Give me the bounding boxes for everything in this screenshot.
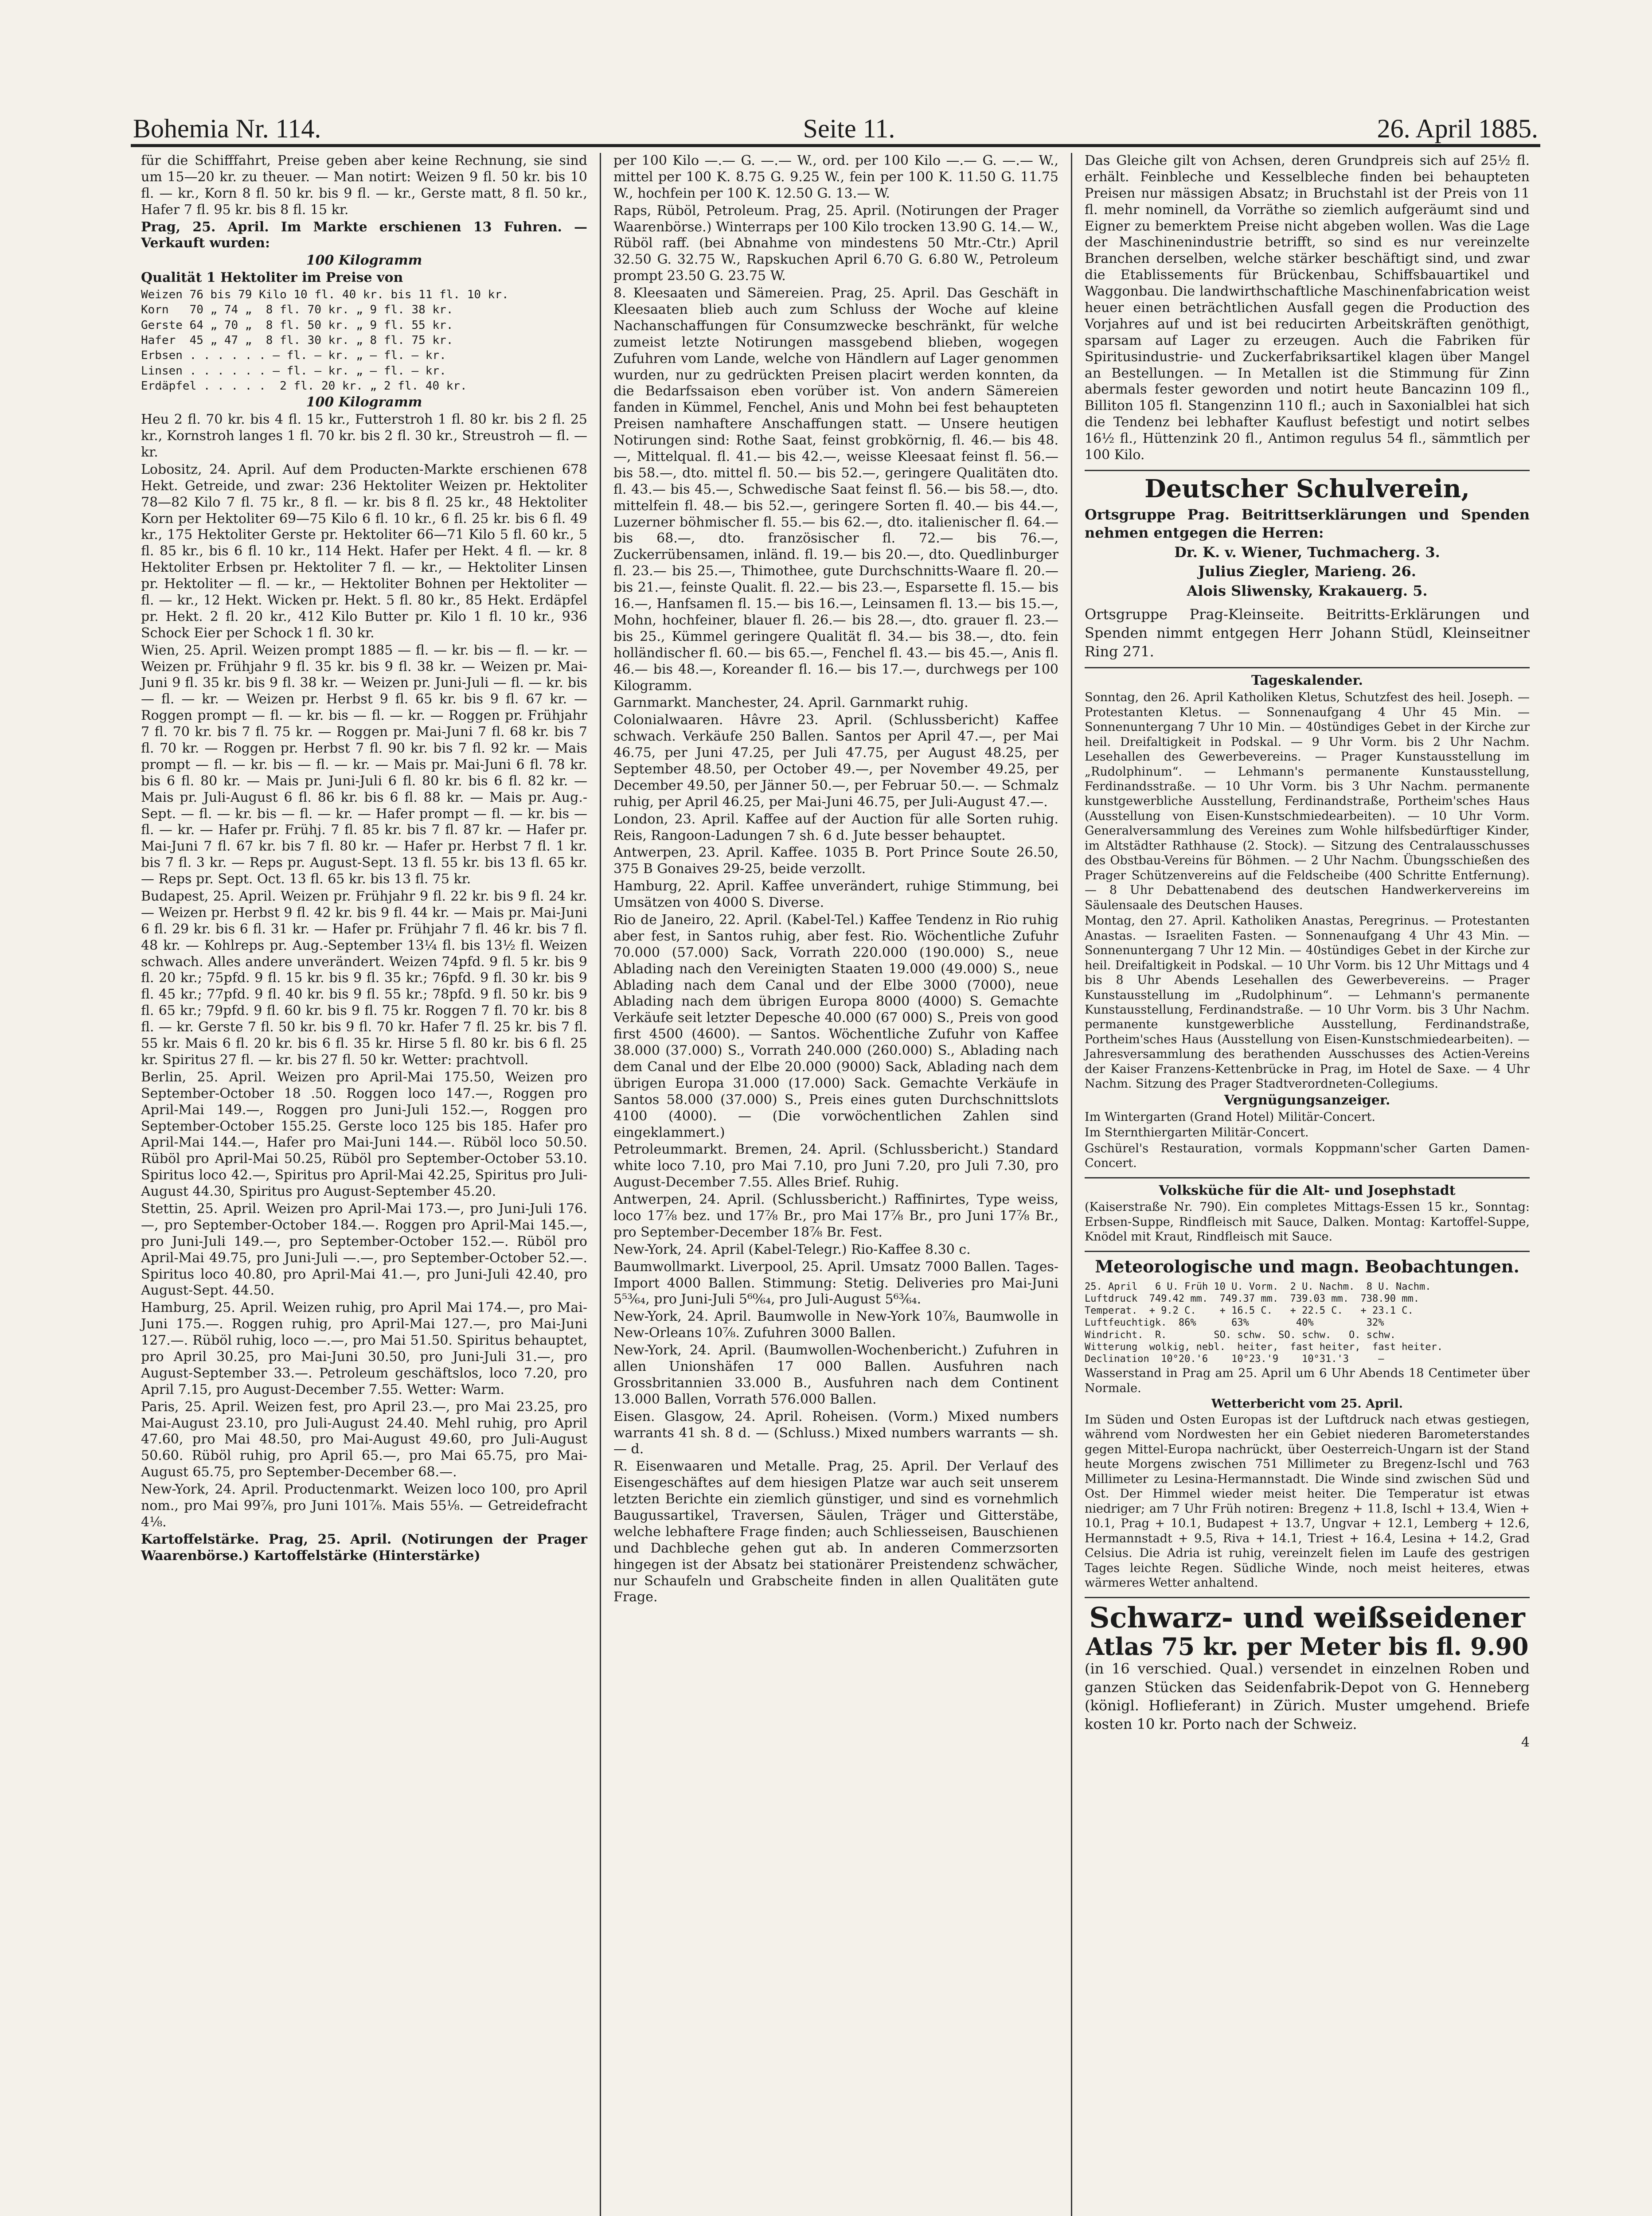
col2-para-6: Antwerpen, 23. April. Kaffee. 1035 B. Port Prince Soute 26.50, 375 B Gonaives 29-25, beide verzollt. [613, 845, 1058, 877]
col1-para-3: Qualität 1 Hektoliter im Preise von [141, 270, 403, 286]
columns [129, 153, 1543, 2216]
volkskueche-title: Volksküche für die Alt- und Josephstadt [1159, 1182, 1456, 1198]
vergnuegungs-1: Im Wintergarten (Grand Hotel) Militär-Concert. [1085, 1110, 1375, 1124]
schulverein-line5: Ortsgruppe Prag-Kleinseite. Beitritts-Erklärungen und Spenden nimmt entgegen Herr Johann Stüdl, Kleinseitner Ring 271. [1085, 606, 1530, 660]
col1-price-table: Weizen 76 bis 79 Kilo 10 fl. 40 kr. bis 11 fl. 10 kr. Korn 70 „ 74 „ 8 fl. 70 kr. „ 9 fl. 38 kr. Gerste 64 „ 70 „ 8 fl. 50 kr. „ 9 fl. 55 kr. Hafer 45 „ 47 „ 8 fl. 30 kr. „ 8 fl. 75 kr. Erbsen . . . . . . — fl. — kr. „ — fl. — kr. Linsen . . . . . . — fl. — kr. „ — fl. — kr. Erdäpfel . . . . . 2 fl. 20 kr. „ 2 fl. 40 kr. [141, 288, 509, 393]
col2-para-8: Rio de Janeiro, 22. April. (Kabel-Tel.) Kaffee Tendenz in Rio ruhig aber fest, in Santos ruhig, aber fest. Rio. Wöchentliche Zufuhr 70.000 (57.000) Sack, Vorrath 220.000 (190.000) S., neue Ablading nach den Vereinigten Staaten 19.000 (49.000) S., neue Ablading nach dem Canal und der Elbe 3000 (7000), neue Ablading nach dem übrigen Europa 8000 (4000) S. Gemachte Verkäufe seit letzter Depesche 40.000 (67 000) S., Preis von good first 4500 (4600). — Santos. Wöchentliche Zufuhr von Kaffee 38.000 (37.000) S., Vorrath 240.000 (260.000) S., Ablading nach dem Canal und der Elbe 20.000 (9000) Sack, Ablading nach dem übrigen Europa 31.000 (17.000) Sack. Gemachte Verkäufe in Santos 58.000 (37.000) S., Preis eines guten Durchschnittslots 4100 (4000). — (Die vorwöchentlichen Zahlen sind eingeklammert.) [613, 912, 1058, 1140]
schulverein-line3: Julius Ziegler, Marieng. 26. [1198, 563, 1416, 580]
separator [1085, 1597, 1530, 1598]
col1-para-9: Budapest, 25. April. Weizen pr. Frühjahr 9 fl. 22 kr. bis 9 fl. 24 kr. — Weizen pr. Herbst 9 fl. 42 kr. bis 9 fl. 44 kr. — Mais pr. Mai-Juni 6 fl. 29 kr. bis 6 fl. 31 kr. — Hafer pr. Frühjahr 7 fl. 46 kr. bis 7 fl. 48 kr. — Kohlreps pr. Aug.-September 13¼ fl. bis 13½ fl. Weizen schwach. Alles andere unverändert. Weizen 74pfd. 9 fl. 5 kr. bis 9 fl. 20 kr.; 75pfd. 9 fl. 15 kr. bis 9 fl. 35 kr.; 76pfd. 9 fl. 30 kr. bis 9 fl. 45 kr.; 77pfd. 9 fl. 40 kr. bis 9 fl. 55 kr.; 78pfd. 9 fl. 50 kr. bis 9 fl. 65 kr.; 79pfd. 9 fl. 60 kr. bis 9 fl. 75 kr. Roggen 7 fl. 70 kr. bis 8 fl. — kr. Gerste 7 fl. 50 kr. bis 9 fl. 70 kr. Hafer 7 fl. 25 kr. bis 7 fl. 55 kr. Mais 6 fl. 20 kr. bis 6 fl. 35 kr. Hirse 5 fl. 80 kr. bis 6 fl. 25 kr. Spiritus 27 fl. — kr. bis 27 fl. 50 kr. Wetter: prachtvoll. [141, 889, 587, 1068]
col1-para-0: für die Schifffahrt, Preise geben aber keine Rechnung, sie sind um 15—20 kr. zu theuer. — Man notirt: Weizen 9 fl. 50 kr. bis 10 fl. — kr., Korn 8 fl. 50 kr. bis 9 fl. — kr., Gerste matt, 8 fl. 50 kr., Hafer 7 fl. 95 kr. bis 8 fl. 15 kr. [141, 153, 587, 218]
vergnuegungs-3: Gschürel's Restauration, vormals Koppmann'scher Garten Damen-Concert. [1085, 1141, 1530, 1170]
col1-para-12: Hamburg, 25. April. Weizen ruhig, pro April Mai 174.—, pro Mai-Juni 175.—. Roggen ruhig, pro April-Mai 127.—, pro Mai-Juni 127.—. Rüböl ruhig, loco —.—, pro Mai 51.50. Spiritus behauptet, pro April 30.25, pro Mai-Juni 30.50, pro Juni-Juli 31.—, pro August-September 33.—. Petroleum geschäftslos, loco 7.20, pro April 7.15, pro August-December 7.55. Wetter: Warm. [141, 1300, 587, 1397]
col2-para-1: Raps, Rüböl, Petroleum. Prag, 25. April. (Notirungen der Prager Waarenbörse.) Winterraps per 100 Kilo trocken 13.90 G. 14.— W., Rüböl raff. (bei Abnahme von mindestens 50 Mtr.-Ctr.) April 32.50 G. 32.75 W., Rapskuchen April 6.70 G. 6.80 W., Petroleum prompt 23.50 G. 23.75 W. [613, 203, 1058, 284]
ad-number: 4 [1521, 1734, 1530, 1750]
ad-headline-2: Atlas 75 kr. per Meter bis fl. 9.90 [1086, 1632, 1529, 1661]
col2-para-15: Eisen. Glasgow, 24. April. Roheisen. (Vorm.) Mixed numbers warrants 41 sh. 8 d. — (Schluss.) Mixed numbers warrants — sh. — d. [613, 1408, 1058, 1457]
col2-para-13: New-York, 24. April. Baumwolle in New-York 10⅞, Baumwolle in New-Orleans 10⅞. Zufuhren 3000 Ballen. [613, 1309, 1058, 1341]
col1-para-1: Prag, 25. April. Im Markte erschienen 13 Fuhren. — Verkauft wurden: [141, 219, 587, 251]
vergnuegungs-2: Im Sternthiergarten Militär-Concert. [1085, 1126, 1309, 1140]
col2-para-16: R. Eisenwaaren und Metalle. Prag, 25. April. Der Verlauf des Eisengeschäftes auf dem hiesigen Platze war auch seit unserem letzten Berichte ein ziemlich günstiger, und sind es vornehmlich Baugussartikel, Traversen, Säulen, Träger und Gitterstäbe, welche lebhaftere Frage finden; auch Schliesseisen, Bauschienen und Dachbleche gehen gut ab. In anderen Commerzsorten hingegen ist der Absatz bei stationärer Preistendenz schwächer, nur Schaufeln und Grabscheite finden in allen Qualitäten gute Frage. [613, 1459, 1058, 1605]
col1-para-15: Kartoffelstärke. Prag, 25. April. (Notirungen der Prager Waarenbörse.) Kartoffelstärke (Hinterstärke) [141, 1531, 587, 1564]
meteo-table: 25. April 6 U. Früh 10 U. Vorm. 2 U. Nachm. 8 U. Nachm. Luftdruck 749.42 mm. 749.37 mm. 739.03 mm. 738.90 mm. Temperat. + 9.2 C. + 16.5 C. + 22.5 C. + 23.1 C. Luftfeuchtigk. 86% 63% 40% 32% Windricht. R. SO. schw. SO. schw. O. schw. Witterung wolkig, nebl. heiter, fast heiter, fast heiter. Declination 10°20.'6 10°23.'9 10°31.'3 — [1085, 1281, 1443, 1365]
separator [1085, 470, 1530, 471]
column-2 [600, 153, 1071, 2216]
schulverein-line2: Dr. K. v. Wiener, Tuchmacherg. 3. [1174, 543, 1440, 561]
column-1 [129, 153, 600, 2216]
col1-para-5: 100 Kilogramm [306, 394, 422, 410]
schulverein-line4: Alois Sliwensky, Krakauerg. 5. [1187, 582, 1428, 599]
masthead-date: 26. April 1885. [1377, 114, 1538, 143]
col1-para-11: Stettin, 25. April. Weizen pro April-Mai 173.—, pro Juni-Juli 176.—, pro September-October 184.—. Roggen pro April-Mai 145.—, pro Juni-Juli 149.—, pro September-October 152.—. Rüböl pro April-Mai 49.75, pro Juni-Juli —.—, pro September-October 52.—. Spiritus loco 40.80, pro April-Mai 41.—, pro Juni-Juli 42.40, pro August-Sept. 44.50. [141, 1201, 587, 1299]
kalender-monday: Montag, den 27. April. Katholiken Anastas, Peregrinus. — Protestanten Anastas. — Israeliten Fasten. — Sonnenaufgang 4 Uhr 43 Min. — Sonnenuntergang 7 Uhr 12 Min. — 40stündiges Gebet in der Kirche zur heil. Dreifaltigkeit in Podskal. — 10 Uhr Vorm. bis 12 Uhr Mittags und 4 bis 8 Uhr Abends Lesehallen des Gewerbevereins. — Prager Kunstausstellung im „Rudolphinum“. — Lehmann's permanente Kunstausstellung, Ferdinandstraße. — 10 Uhr Vorm. bis 3 Uhr Nachm. permanente kunstgewerbliche Ausstellung, Ferdinandstraße, Portheim'sches Haus (Ausstellung von Eisen-Kunstschmiedearbeiten). — Jahresversammlung des berathenden Ausschusses des Actien-Vereins der Kaiser Franzens-Kettenbrücke in Prag, im Hotel de Saxe. — 4 Uhr Nachm. Sitzung des Prager Stadtverordneten-Collegiums. [1085, 914, 1530, 1091]
separator [1085, 1177, 1530, 1178]
col2-para-0: per 100 Kilo —.— G. —.— W., ord. per 100 Kilo —.— G. —.— W., mittel per 100 K. 8.75 G. 9.25 W., fein per 100 K. 11.50 G. 11.75 W., hochfein per 100 K. 12.50 G. 13.— W. [613, 153, 1058, 201]
col2-para-14: New-York, 24. April. (Baumwollen-Wochenbericht.) Zufuhren in allen Unionshäfen 17 000 Ballen. Ausfuhren nach Grossbritannien 33.000 B., Ausfuhren nach dem Continent 13.000 Ballen, Vorrath 576.000 Ballen. [613, 1342, 1058, 1407]
col2-para-12: Baumwollmarkt. Liverpool, 25. April. Umsatz 7000 Ballen. Tages-Import 4000 Ballen. Stimmung: Stetig. Deliveries pro Mai-Juni 5⁵³⁄₆₄, pro Juni-Juli 5⁶⁰⁄₆₄, pro Juli-August 5⁶³⁄₆₄. [613, 1259, 1058, 1307]
col2-para-3: Garnmarkt. Manchester, 24. April. Garnmarkt ruhig. [613, 695, 969, 711]
separator [1085, 667, 1530, 668]
masthead [133, 104, 1538, 144]
page-number: Seite 11. [803, 114, 895, 143]
wetterbericht-text: Im Süden und Osten Europas ist der Luftdruck nach etwas gestiegen, während vom Nordwesten her ein Gebiet niederen Barometerstandes gegen Mittel-Europa nachrückt, über Oesterreich-Ungarn ist der Stand heute Morgens zwischen 751 Millimeter zu Bregenz-Ischl und 763 Millimeter zu Lesina-Hermannstadt. Die Winde sind zwischen Süd und Ost. Der Himmel wieder meist heiter. Die Temperatur ist etwas niedriger; am 7 Uhr Früh notiren: Bregenz + 11.8, Ischl + 13.4, Wien + 10.1, Prag + 10.1, Budapest + 13.7, Ungvar + 12.1, Lemberg + 12.6, Hermannstadt + 9.5, Riva + 14.1, Triest + 16.4, Lesina + 14.2, Grad Celsius. Die Adria ist ruhig, vereinzelt fielen im Laufe des gestrigen Tages leichte Regen. Südliche Winde, noch meist heiteres, etwas wärmeres Wetter anhaltend. [1085, 1412, 1530, 1590]
kalender-sunday: Sonntag, den 26. April Katholiken Kletus, Schutzfest des heil. Joseph. — Protestanten Kletus. — Sonnenaufgang 4 Uhr 45 Min. — Sonnenuntergang 7 Uhr 10 Min. — 40stündiges Gebet in der Kirche zur heil. Dreifaltigkeit in Podskal. — 9 Uhr Vorm. bis 2 Uhr Nachm. Lesehallen des Gewerbevereins. — Prager Kunstausstellung im „Rudolphinum“. — Lehmann's permanente Kunstausstellung, Ferdinandsstraße. — 10 Uhr Vorm. bis 3 Uhr Nachm. permanente kunstgewerbliche Ausstellung, Ferdinandstraße, Portheim'sches Haus (Ausstellung von Eisen-Kunstschmiedearbeiten). — 10 Uhr Vorm. Generalversammlung des Vereines zum Wohle hilfsbedürftiger Kinder, im Altstädter Rathhause (2. Stock). — Sitzung des Centralausschusses des Obstbau-Vereins für Böhmen. — 2 Uhr Nachm. Übungsschießen des Prager Schützenvereins auf die Feldscheibe (400 Schritte Entfernung). — 8 Uhr Debattenabend des deutschen Handwerkervereins im Säulensaale des Deutschen Hauses. [1085, 691, 1530, 912]
masthead-rule [131, 144, 1540, 147]
meteo-water: Wasserstand in Prag am 25. April um 6 Uhr Abends 18 Centimeter über Normale. [1085, 1366, 1530, 1395]
meteo-title: Meteorologische und magn. Beobachtungen. [1095, 1256, 1519, 1276]
col1-para-6: Heu 2 fl. 70 kr. bis 4 fl. 15 kr., Futterstroh 1 fl. 80 kr. bis 2 fl. 25 kr., Kornstroh langes 1 fl. 70 kr. bis 2 fl. 30 kr., Streustroh — fl. — kr. [141, 412, 587, 460]
col1-para-14: New-York, 24. April. Productenmarkt. Weizen loco 100, pro April nom., pro Mai 99⅞, pro Juni 101⅞. Mais 55⅛. — Getreidefracht 4⅛. [141, 1482, 587, 1530]
masthead-title: Bohemia Nr. 114. [133, 114, 321, 143]
schulverein-block [1085, 506, 1530, 661]
kalender-title: Tageskalender. [1251, 673, 1363, 689]
col1-para-13: Paris, 25. April. Weizen fest, pro April 23.—, pro Mai 23.25, pro Mai-August 23.10, pro Juli-August 24.40. Mehl ruhig, pro April 47.60, pro Mai 48.50, pro Mai-August 49.60, pro Juli-August 50.60. Rüböl ruhig, pro April 65.—, pro Mai 65.75, pro Mai-August 65.75, pro September-December 68.—. [141, 1399, 587, 1480]
schulverein-line1: Ortsgruppe Prag. Beitrittserklärungen und Spenden nehmen entgegen die Herren: [1085, 506, 1530, 542]
schulverein-title: Deutscher Schulverein, [1144, 474, 1470, 503]
ad-text: (in 16 verschied. Qual.) versendet in einzelnen Roben und ganzen Stücken das Seidenfabrik-Depot von G. Henneberg (königl. Hoflieferant) in Zürich. Muster umgehend. Briefe kosten 10 kr. Porto nach der Schweiz. [1085, 1660, 1530, 1733]
col3-top-para: Das Gleiche gilt von Achsen, deren Grundpreis sich auf 25½ fl. erhält. Feinbleche und Kesselbleche finden bei behaupteten Preisen nur mässigen Absatz; in Bruchstahl ist der Preis von 11 fl. mehr nominell, da Vorräthe so ziemlich aufgeräumt sind und Eigner zu bemerktem Preise nicht abgeben wollen. Was die Lage der Maschinenindustrie betrifft, so sind es nur vereinzelte Branchen derselben, welche stärker beschäftigt sind, und zwar die Etablissements für Brückenbau, Schiffsbauartikel und Waggonbau. Die landwirthschaftliche Maschinenfabrication weist heuer einen beträchtlichen Ausfall gegen die Production des Vorjahres auf und ist bei reducirten Arbeitskräften genöthigt, sparsam auf Lager zu erzeugen. Auch die Fabriken für Spiritusindustrie- und Zuckerfabriksartikel klagen über Mangel an Bestellungen. — In Metallen ist die Stimmung für Zinn abermals fester geworden und notirt heute Bancazinn 109 fl., Billiton 105 fl. Stangenzinn 110 fl.; auch in Saxonialblei hat sich die Tendenz bei lebhafter Kauflust befestigt und notirt selbes 16½ fl., Hüttenzink 20 fl., Antimon regulus 54 fl., sämmtlich per 100 Kilo. [1085, 153, 1530, 463]
col2-para-5: London, 23. April. Kaffee auf der Auction für alle Sorten ruhig. Reis, Rangoon-Ladungen 7 sh. 6 d. Jute besser behauptet. [613, 811, 1058, 843]
col2-para-11: New-York, 24. April (Kabel-Telegr.) Rio-Kaffee 8.30 c. [613, 1241, 971, 1257]
col1-para-2: 100 Kilogramm [306, 253, 422, 269]
separator [1085, 1251, 1530, 1252]
wetterbericht-title: Wetterbericht vom 25. April. [1211, 1397, 1403, 1411]
column-3 [1071, 153, 1542, 2216]
vergnuegungs-title: Vergnügungsanzeiger. [1224, 1092, 1390, 1108]
col2-para-10: Antwerpen, 24. April. (Schlussbericht.) Raffinirtes, Type weiss, loco 17⅞ bez. und 17⅞ Br., pro Mai 17⅞ Br., pro Juni 17⅞ Br., pro September-December 18⅞ Br. Fest. [613, 1192, 1058, 1240]
col1-para-10: Berlin, 25. April. Weizen pro April-Mai 175.50, Weizen pro September-October 18 .50. Roggen loco 147.—, Roggen pro April-Mai 149.—, Roggen pro Juni-Juli 152.—, Roggen pro September-October 155.25. Gerste loco 125 bis 185. Hafer pro April-Mai 144.—, Hafer pro Mai-Juni 144.—. Rüböl loco 50.50. Rüböl pro April-Mai 50.25, Rüböl pro September-October 53.10. Spiritus loco 42.—, Spiritus pro April-Mai 42.25, Spiritus pro Juli-August 44.30, Spiritus pro August-September 45.20. [141, 1069, 587, 1200]
col1-para-8: Wien, 25. April. Weizen prompt 1885 — fl. — kr. bis — fl. — kr. — Weizen pr. Frühjahr 9 fl. 35 kr. bis 9 fl. 38 kr. — Weizen pr. Mai-Juni 9 fl. 35 kr. bis 9 fl. 38 kr. — Weizen pr. Juni-Juli — fl. — kr. bis — fl. — kr. — Weizen pr. Herbst 9 fl. 65 kr. bis 9 fl. 67 kr. — Roggen prompt — fl. — kr. bis — fl. — kr. — Roggen pr. Frühjahr 7 fl. 70 kr. bis 7 fl. 75 kr. — Roggen pr. Mai-Juni 7 fl. 68 kr. bis 7 fl. 70 kr. — Roggen pr. Herbst 7 fl. 90 kr. bis 7 fl. 92 kr. — Mais prompt — fl. — kr. bis — fl. — kr. — Mais pr. Mai-Juni 6 fl. 78 kr. bis 6 fl. 80 kr. — Mais pr. Juni-Juli 6 fl. 80 kr. bis 6 fl. 82 kr. — Mais pr. Juli-August 6 fl. 86 kr. bis 6 fl. 88 kr. — Mais pr. Aug.-Sept. — fl. — kr. bis — fl. — kr. — Hafer prompt — fl. — kr. bis — fl. — kr. — Hafer pr. Frühj. 7 fl. 85 kr. bis 7 fl. 87 kr. — Hafer pr. Mai-Juni 7 fl. 67 kr. bis 7 fl. 80 kr. — Hafer pr. Herbst 7 fl. 1 kr. bis 7 fl. 3 kr. — Reps pr. August-Sept. 13 fl. 55 kr. bis 13 fl. 65 kr. — Reps pr. Sept. Oct. 13 fl. 65 kr. bis 13 fl. 75 kr. [141, 642, 587, 887]
col2-para-4: Colonialwaaren. Hâvre 23. April. (Schlussbericht) Kaffee schwach. Verkäufe 250 Ballen. Santos per April 47.—, per Mai 46.75, per Juni 47.25, per Juli 47.75, per August 48.25, per September 48.50, per October 49.—, per November 49.25, per December 49.50, per Jänner 50.—, per Februar 50.—. — Schmalz ruhig, per April 46.25, per Mai-Juni 46.75, per Juli-August 47.—. [613, 712, 1058, 810]
ad-headline-1: Schwarz- und weißseidener [1089, 1601, 1525, 1635]
col2-para-9: Petroleummarkt. Bremen, 24. April. (Schlussbericht.) Standard white loco 7.10, pro Mai 7.10, pro Juni 7.20, pro Juli 7.30, pro August-December 7.55. Alles Brief. Ruhig. [613, 1142, 1058, 1190]
col2-para-2: 8. Kleesaaten und Sämereien. Prag, 25. April. Das Geschäft in Kleesaaten blieb auch zum Schluss der Woche auf kleine Nachanschaffungen für Consumzwecke beschränkt, für welche zumeist letzte Notirungen massgebend blieben, wogegen Zufuhren vom Lande, welche von Händlern auf Lager genommen wurden, nur zu gedrückten Preisen placirt werden konnten, da die Bedarfssaison eben vorüber ist. Von andern Sämereien fanden in Kümmel, Fenchel, Anis und Mohn bei fest behaupteten Preisen namhaftere Anschaffungen statt. — Unsere heutigen Notirungen sind: Rothe Saat, feinst grobkörnig, fl. 46.— bis 48.—, Mittelqual. fl. 41.— bis 42.—, weisse Kleesaat feinst fl. 56.— bis 58.—, dto. mittel fl. 50.— bis 52.—, geringere Qualitäten dto. fl. 43.— bis 45.—, Schwedische Saat feinst fl. 56.— bis 58.—, dto. mittelfein fl. 48.— bis 52.—, geringere Sorten fl. 40.— bis 44.—, Luzerner böhmischer fl. 55.— bis 62.—, dto. italienischer fl. 64.— bis 68.—, dto. französischer fl. 72.— bis 76.—, Zuckerrübensamen, inländ. fl. 19.— bis 20.—, dto. Quedlinburger fl. 23.— bis 25.—, Thimothee, gute Durchschnitts-Waare fl. 20.— bis 21.—, feinste Qualit. fl. 22.— bis 23.—, Esparsette fl. 15.— bis 16.—, Hanfsamen fl. 15.— bis 16.—, Leinsamen fl. 13.— bis 15.—, Mohn, hochfeiner, blauer fl. 26.— bis 28.—, dto. grauer fl. 23.— bis 25., Kümmel geringere Qualität fl. 34.— bis 38.—, dto. fein holländischer fl. 60.— bis 65.—, Fenchel fl. 43.— bis 45.—, Anis fl. 46.— bis 48.—, Koreander fl. 16.— bis 17.—, durchwegs per 100 Kilogramm. [613, 285, 1058, 694]
col1-para-7: Lobositz, 24. April. Auf dem Producten-Markte erschienen 678 Hekt. Getreide, und zwar: 236 Hektoliter Weizen pr. Hektoliter 78—82 Kilo 7 fl. 75 kr., 8 fl. — kr. bis 8 fl. 25 kr., 48 Hektoliter Korn per Hektoliter 69—75 Kilo 6 fl. 10 kr., 6 fl. 25 kr. bis 6 fl. 49 kr., 175 Hektoliter Gerste pr. Hektoliter 66—71 Kilo 5 fl. 60 kr., 5 fl. 85 kr., bis 6 fl. 10 kr., 114 Hekt. Hafer per Hekt. 4 fl. — kr. 8 Hektoliter Erbsen pr. Hektoliter 7 fl. — kr., — Hektoliter Linsen pr. Hektoliter — fl. — kr., — Hektoliter Bohnen per Hektoliter — fl. — kr., 12 Hekt. Wicken pr. Hekt. 5 fl. 80 kr., 85 Hekt. Erdäpfel pr. Hekt. 2 fl. 20 kr., 412 Kilo Butter pr. Kilo 1 fl. 10 kr., 936 Schock Eier per Schock 1 fl. 30 kr. [141, 461, 587, 641]
col2-para-7: Hamburg, 22. April. Kaffee unverändert, ruhige Stimmung, bei Umsätzen von 4000 S. Diverse. [613, 878, 1058, 911]
volkskueche-text: (Kaiserstraße Nr. 790). Ein completes Mittags-Essen 15 kr., Sonntag: Erbsen-Suppe, Rindfleisch mit Sauce, Dalken. Montag: Kartoffel-Suppe, Knödel mit Kraut, Rindfleisch mit Sauce. [1085, 1200, 1530, 1244]
